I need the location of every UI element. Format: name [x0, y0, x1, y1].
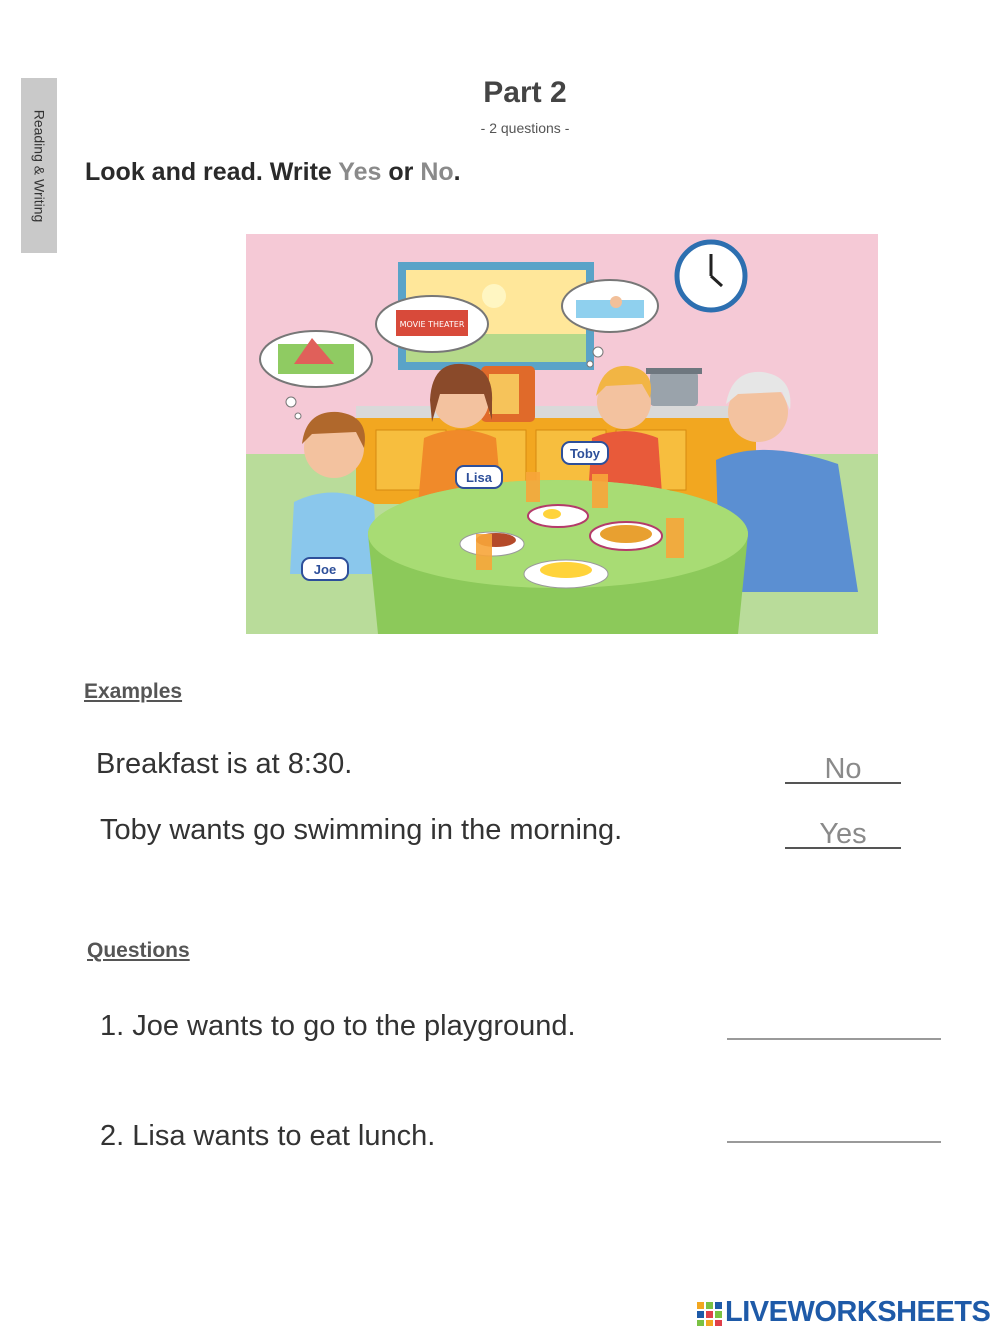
- brand-name: LIVEWORKSHEETS: [725, 1296, 991, 1328]
- example-sentence-2: Toby wants go swimming in the morning.: [100, 814, 623, 846]
- label-toby: Toby: [569, 446, 601, 461]
- example-answer-1: No: [785, 746, 901, 784]
- instruction-text-3: .: [453, 158, 461, 186]
- label-lisa: Lisa: [465, 470, 493, 485]
- question-1: 1. Joe wants to go to the playground.: [100, 1010, 576, 1042]
- instruction: [85, 158, 461, 187]
- example-sentence-1: Breakfast is at 8:30.: [96, 748, 353, 780]
- instruction-text-1: Look and read. Write: [85, 158, 339, 186]
- answer-blank-1[interactable]: [727, 1038, 941, 1040]
- instruction-yes: Yes: [338, 158, 382, 186]
- sign-text: MOVIE THEATER: [399, 320, 465, 329]
- page-title: Part 2: [483, 76, 567, 109]
- brand-logo[interactable]: [697, 1296, 990, 1329]
- answer-blank-2[interactable]: [727, 1141, 941, 1143]
- examples-heading: Examples: [84, 680, 183, 703]
- question-2: 2. Lisa wants to eat lunch.: [100, 1120, 436, 1152]
- questions-heading: Questions: [87, 939, 190, 962]
- side-tab-label: Reading & Writing: [31, 109, 48, 222]
- example-answer-2: Yes: [785, 811, 901, 849]
- label-joe: Joe: [313, 562, 337, 577]
- breakfast-scene-illustration: [246, 234, 878, 634]
- brand-grid-icon: [697, 1300, 723, 1326]
- page-subtitle: - 2 questions -: [480, 120, 570, 136]
- instruction-no: No: [420, 158, 454, 186]
- instruction-text-2: or: [381, 158, 421, 186]
